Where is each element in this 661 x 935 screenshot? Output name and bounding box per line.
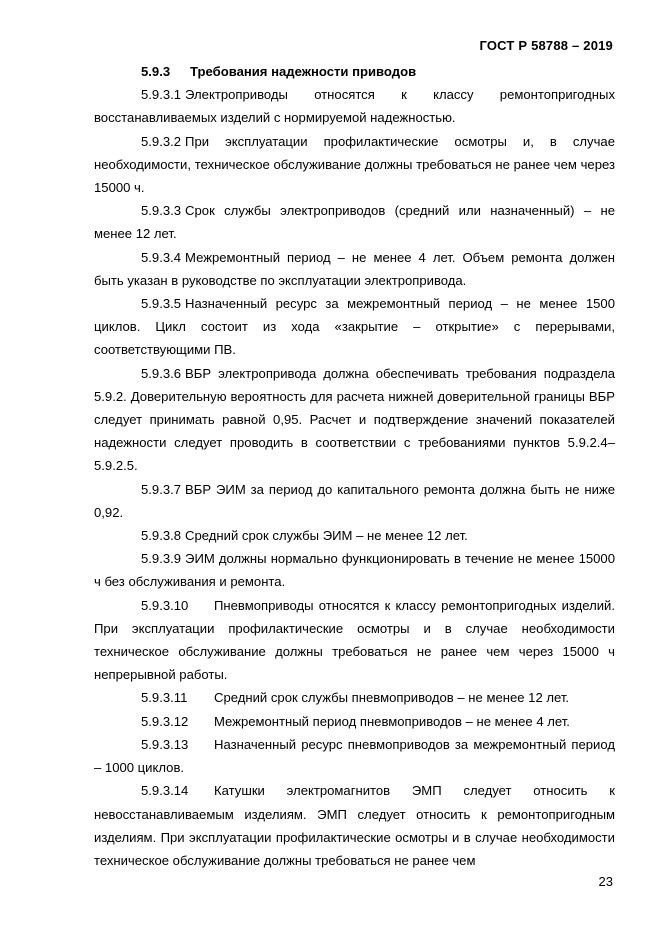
paragraph-text: Межремонтный период пневмоприводов – не менее 4 лет. — [214, 713, 570, 729]
paragraph-number: 5.9.3.4 — [141, 249, 182, 265]
paragraph-5-9-3-13 — [94, 733, 615, 779]
paragraph-number: 5.9.3.10 — [141, 597, 189, 613]
paragraph-text: Средний срок службы пневмоприводов – не менее 12 лет. — [214, 690, 570, 706]
paragraph-text: ЭИМ должны нормально функционировать в течение не менее 15000 ч без обслуживания и ремонта. — [94, 551, 615, 590]
paragraph-5-9-3-1 — [94, 83, 615, 129]
paragraph-number: 5.9.3.12 — [141, 713, 189, 729]
paragraph-text: Срок службы электроприводов (средний или назначенный) – не менее 12 лет. — [94, 203, 615, 242]
paragraph-5-9-3-11 — [94, 686, 615, 709]
paragraph-number: 5.9.3.2 — [141, 133, 182, 149]
paragraph-text: Катушки электромагнитов ЭМП следует относить к невосстанавливаемым изделиям. ЭМП следует относить к ремонтопригодным изделиям. При эксплуатации профилактические осмотры и в случае необходимости техническое обслуживание должны требоваться не ранее чем — [94, 783, 615, 868]
paragraph-number: 5.9.3.1 — [141, 87, 182, 103]
section-number: 5.9.3 — [141, 64, 171, 79]
paragraph-text: ВБР ЭИМ за период до капитального ремонта должна быть не ниже 0,92. — [94, 481, 615, 520]
standard-code: ГОСТ Р 58788 – 2019 — [479, 38, 613, 53]
paragraph-5-9-3-7 — [94, 478, 615, 524]
paragraph-5-9-3-9 — [94, 547, 615, 593]
paragraph-5-9-3-6 — [94, 362, 615, 478]
paragraph-text: ВБР электропривода должна обеспечивать требования подраздела 5.9.2. Доверительную вероятность для расчета нижней доверительной границы ВБР следует принимать равной 0,95. Расчет и подтверждение значений показателей надежности следует проводить в соответствии с требованиями пунктов 5.9.2.4–5.9.2.5. — [94, 365, 615, 474]
paragraph-5-9-3-8 — [94, 524, 615, 547]
document-body — [94, 60, 615, 872]
paragraph-5-9-3-2 — [94, 130, 615, 200]
paragraph-text: Электроприводы относятся к классу ремонтопригодных восстанавливаемых изделий с нормируемой надежностью. — [94, 87, 615, 126]
paragraph-text: При эксплуатации профилактические осмотры и, в случае необходимости, техническое обслуживание должны требоваться не ранее чем через 15000 ч. — [94, 133, 615, 196]
paragraph-number: 5.9.3.14 — [141, 783, 189, 799]
paragraph-number: 5.9.3.7 — [141, 481, 182, 497]
paragraph-text: Межремонтный период – не менее 4 лет. Объем ремонта должен быть указан в руководстве по эксплуатации электропривода. — [94, 249, 615, 288]
paragraph-5-9-3-4 — [94, 246, 615, 292]
paragraph-text: Пневмоприводы относятся к классу ремонтопригодных изделий. При эксплуатации профилактические осмотры и в случае необходимости техническое обслуживание должны требоваться не ранее чем через 15000 ч непрерывной работы. — [94, 597, 615, 683]
paragraph-number: 5.9.3.9 — [141, 551, 182, 567]
section-heading — [94, 60, 615, 83]
paragraph-number: 5.9.3.8 — [141, 528, 182, 544]
paragraph-text: Назначенный ресурс за межремонтный период – не менее 1500 циклов. Цикл состоит из хода «закрытие – открытие» с перерывами, соответствующими ПВ. — [94, 296, 615, 358]
page-number: 23 — [598, 874, 613, 889]
paragraph-5-9-3-3 — [94, 199, 615, 245]
paragraph-number: 5.9.3.5 — [141, 296, 182, 312]
paragraph-number: 5.9.3.3 — [141, 203, 182, 219]
paragraph-5-9-3-12 — [94, 710, 615, 733]
paragraph-5-9-3-10 — [94, 594, 615, 687]
paragraph-number: 5.9.3.6 — [141, 365, 182, 381]
paragraph-text: Назначенный ресурс пневмоприводов за межремонтный период – 1000 циклов. — [94, 736, 615, 776]
paragraph-number: 5.9.3.13 — [141, 736, 189, 752]
paragraph-5-9-3-14 — [94, 779, 615, 872]
section-title: Требования надежности приводов — [190, 64, 417, 79]
paragraph-text: Средний срок службы ЭИМ – не менее 12 лет. — [185, 528, 468, 544]
paragraph-5-9-3-5 — [94, 292, 615, 362]
paragraph-number: 5.9.3.11 — [141, 690, 188, 706]
